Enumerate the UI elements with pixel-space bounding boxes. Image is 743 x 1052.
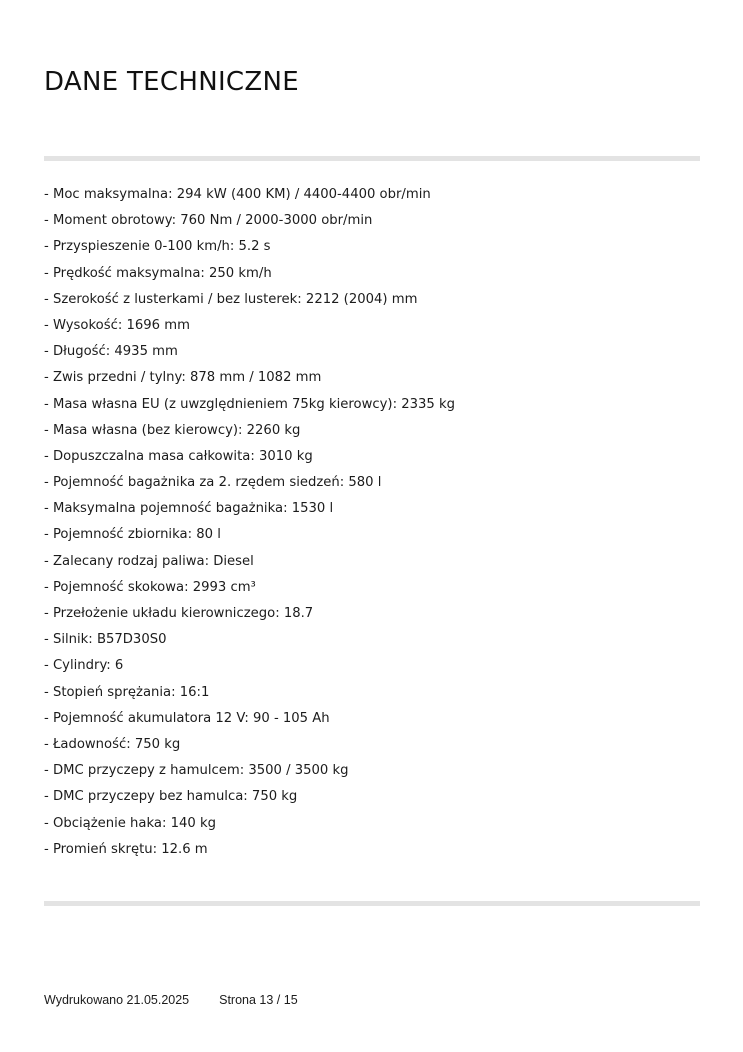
spec-item: - Długość: 4935 mm <box>44 344 178 360</box>
spec-item: - Pojemność bagażnika za 2. rzędem siedzeń: 580 l <box>44 475 382 491</box>
page-title: DANE TECHNICZNE <box>44 67 299 97</box>
spec-item: - DMC przyczepy z hamulcem: 3500 / 3500 kg <box>44 763 349 779</box>
spec-list <box>44 182 455 863</box>
spec-item: - Obciążenie haka: 140 kg <box>44 815 216 831</box>
spec-item: - Moment obrotowy: 760 Nm / 2000-3000 obr/min <box>44 213 373 229</box>
spec-item: - Przyspieszenie 0-100 km/h: 5.2 s <box>44 239 271 255</box>
spec-item: - Stopień sprężania: 16:1 <box>44 684 210 700</box>
spec-item: - Pojemność zbiornika: 80 l <box>44 527 221 543</box>
spec-item: - Pojemność akumulatora 12 V: 90 - 105 Ah <box>44 710 330 726</box>
spec-item: - Zwis przedni / tylny: 878 mm / 1082 mm <box>44 370 322 386</box>
spec-item: - Maksymalna pojemność bagażnika: 1530 l <box>44 501 334 517</box>
spec-item: - Szerokość z lusterkami / bez lusterek: 2212 (2004) mm <box>44 291 418 307</box>
spec-item: - Wysokość: 1696 mm <box>44 317 190 333</box>
spec-item: - Ładowność: 750 kg <box>44 736 181 752</box>
page-footer <box>44 993 298 1007</box>
spec-item: - Silnik: B57D30S0 <box>44 632 167 648</box>
spec-item: - Przełożenie układu kierowniczego: 18.7 <box>44 606 314 621</box>
spec-item: - Cylindry: 6 <box>44 658 124 674</box>
page-number: Strona 13 / 15 <box>219 993 298 1007</box>
spec-item: - DMC przyczepy bez hamulca: 750 kg <box>44 789 298 805</box>
spec-item: - Pojemność skokowa: 2993 cm³ <box>44 579 256 595</box>
spec-item: - Zalecany rodzaj paliwa: Diesel <box>44 553 254 569</box>
bottom-divider <box>44 901 700 906</box>
spec-item: - Moc maksymalna: 294 kW (400 KM) / 4400-4400 obr/min <box>44 187 431 202</box>
print-date: Wydrukowano 21.05.2025 <box>44 993 190 1007</box>
spec-item: - Promień skrętu: 12.6 m <box>44 841 208 857</box>
top-divider <box>44 156 700 161</box>
spec-item: - Masa własna EU (z uwzględnieniem 75kg kierowcy): 2335 kg <box>44 396 455 412</box>
spec-item: - Prędkość maksymalna: 250 km/h <box>44 265 272 281</box>
spec-item: - Masa własna (bez kierowcy): 2260 kg <box>44 422 301 438</box>
spec-item: - Dopuszczalna masa całkowita: 3010 kg <box>44 448 313 464</box>
